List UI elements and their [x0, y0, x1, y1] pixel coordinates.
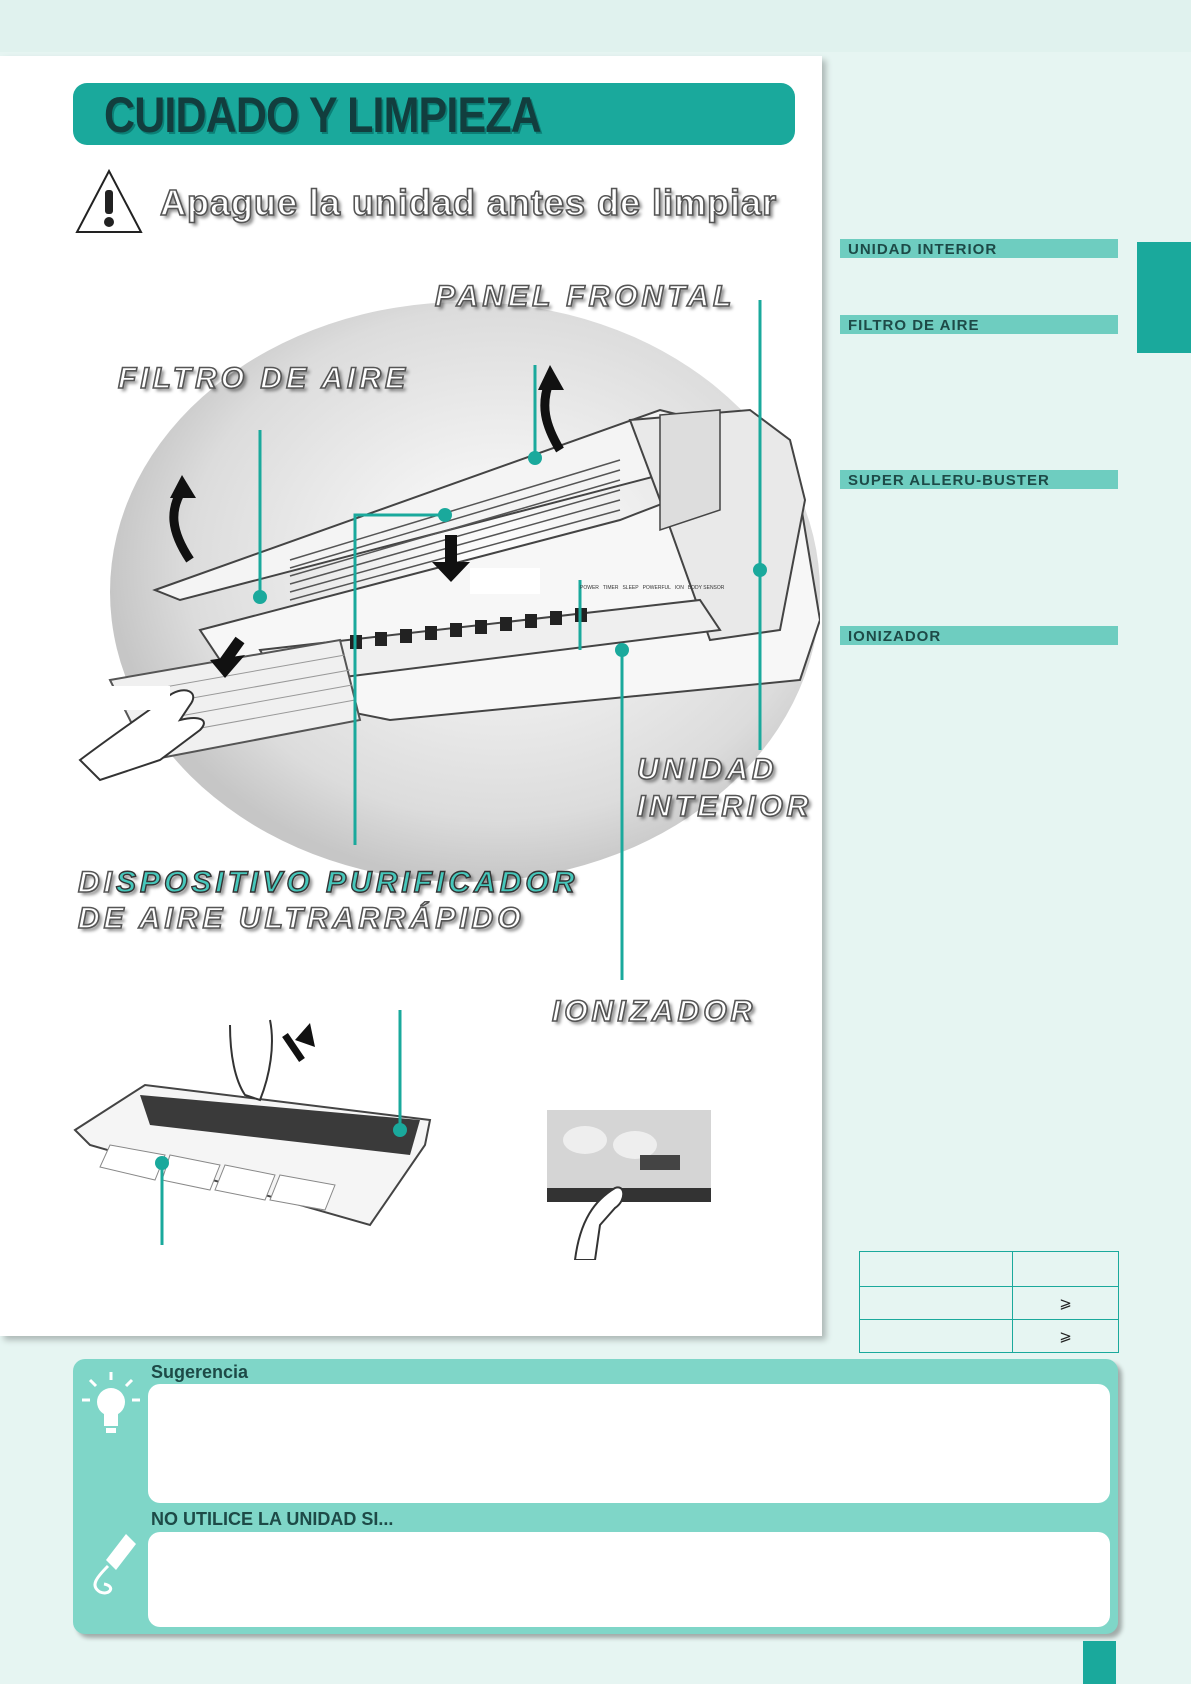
warning-text: Apague la unidad antes de limpiar	[160, 182, 778, 223]
label-dispositivo-main: SPOSITIVO PURIFICADOR	[116, 866, 579, 899]
panel-button-power: POWER	[580, 585, 599, 591]
ionizer-illustration	[545, 1110, 715, 1260]
panel-button-timer: TIMER	[602, 585, 619, 591]
table-row	[860, 1287, 1119, 1320]
label-dispositivo-prefix: DI	[78, 866, 116, 899]
label-filtro-de-aire: FILTRO DE AIRE	[118, 362, 409, 395]
sidebar-label-filtro-de-aire: FILTRO DE AIRE	[848, 317, 980, 334]
lightbulb-icon	[80, 1370, 142, 1436]
panel-buttons	[580, 585, 730, 591]
sidebar-label-super-alleru-buster: SUPER ALLERU-BUSTER	[848, 472, 1050, 489]
panel-button-body-sensor: BODY SENSOR	[687, 585, 725, 591]
top-strip	[0, 0, 1191, 52]
tip-content-no-utilice	[148, 1532, 1110, 1627]
panel-button-ion: ION	[674, 585, 684, 591]
table-row	[860, 1320, 1119, 1353]
table-cell	[860, 1287, 1013, 1320]
label-dispositivo-line2: DE AIRE ULTRARRÁPIDO	[78, 902, 525, 935]
warning-icon	[74, 168, 144, 236]
label-dispositivo-line1	[78, 866, 578, 900]
tip-title-no-utilice: NO UTILICE LA UNIDAD SI...	[151, 1509, 394, 1529]
label-interior: INTERIOR	[637, 790, 813, 823]
spec-table	[859, 1251, 1119, 1353]
table-cell: ⩾	[1013, 1287, 1119, 1320]
page-title: CUIDADO Y LIMPIEZA	[104, 87, 541, 143]
tip-title-sugerencia: Sugerencia	[151, 1362, 249, 1382]
plug-icon	[86, 1530, 142, 1602]
panel-button-sleep: SLEEP	[622, 585, 639, 591]
panel-button-powerful: POWERFUL	[642, 585, 671, 591]
table-cell: ⩾	[1013, 1320, 1119, 1353]
table-cell	[1013, 1252, 1119, 1287]
section-tab	[1137, 242, 1191, 353]
table-row	[860, 1252, 1119, 1287]
page-tab	[1083, 1641, 1116, 1684]
table-cell	[860, 1252, 1013, 1287]
sidebar-label-ionizador: IONIZADOR	[848, 628, 942, 645]
label-panel-frontal: PANEL FRONTAL	[435, 280, 736, 313]
filter-tray-illustration	[70, 1005, 440, 1245]
tip-content-sugerencia	[148, 1384, 1110, 1503]
ionizer-callout	[612, 640, 632, 985]
sidebar-label-unidad-interior: UNIDAD INTERIOR	[848, 241, 998, 258]
table-cell	[860, 1320, 1013, 1353]
label-ionizador: IONIZADOR	[552, 995, 757, 1028]
label-unidad: UNIDAD	[637, 753, 778, 786]
